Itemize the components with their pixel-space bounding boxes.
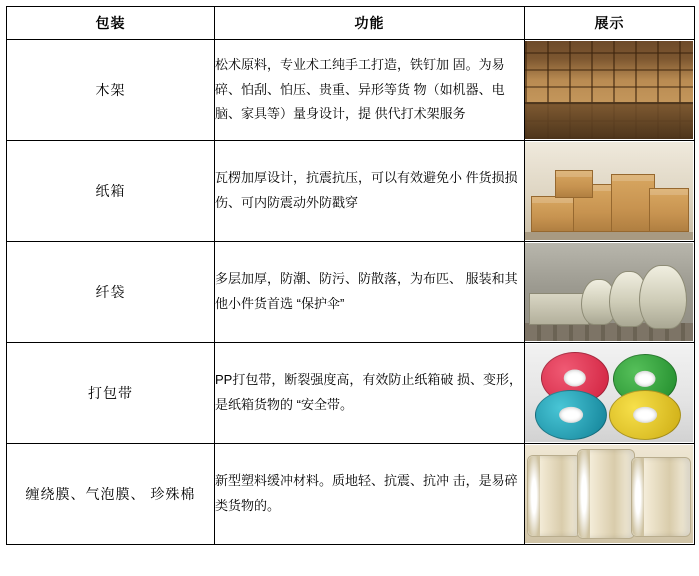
packaging-function-cell: PP打包带，断裂强度高，有效防止纸箱破 损、变形，是纸箱货物的 “安全带。 (215, 343, 525, 444)
photo-ground (525, 232, 693, 240)
packaging-table (6, 6, 695, 545)
film-roll (631, 457, 691, 537)
stretch-film-rolls-photo (525, 445, 693, 543)
column-header-function: 功能 (215, 7, 525, 40)
column-header-packaging: 包装 (7, 7, 215, 40)
table-row (7, 444, 695, 545)
packaging-function-cell: 多层加厚，防潮、防污、防散落，为布匹、 服装和其他小件货首选 “保护伞” (215, 242, 525, 343)
packaging-image-cell (525, 141, 695, 242)
film-roll (527, 455, 581, 537)
packaging-name-cell: 纸箱 (7, 141, 215, 242)
table-row (7, 242, 695, 343)
packaging-table-page (0, 6, 699, 576)
packaging-name-cell: 缠绕膜、气泡膜、 珍殊棉 (7, 444, 215, 545)
film-roll (577, 449, 635, 539)
packaging-name-cell: 纤袋 (7, 242, 215, 343)
table-header-row (7, 7, 695, 40)
table-row (7, 141, 695, 242)
wooden-crates-photo (525, 41, 693, 139)
table-row (7, 343, 695, 444)
woven-bags-photo (525, 243, 693, 341)
table-row (7, 40, 695, 141)
bag-stack (529, 293, 589, 325)
packaging-function-cell: 瓦楞加厚设计，抗震抗压，可以有效避免小 件货损损伤、可内防震动外防戳穿 (215, 141, 525, 242)
packaging-function-cell: 松术原料，专业术工纯手工打造，铁钉加 固。为易碎、怕刮、怕压、贵重、异形等货 物（如机器、电脑、家具等）量身设计，提 供代打术架服务 (215, 40, 525, 141)
packaging-name-cell: 木架 (7, 40, 215, 141)
packaging-image-cell (525, 242, 695, 343)
column-header-display: 展示 (525, 7, 695, 40)
packaging-image-cell (525, 40, 695, 141)
table-header (7, 7, 695, 40)
carton-box (649, 188, 689, 232)
woven-bag (639, 265, 687, 329)
table-body (7, 40, 695, 545)
strapping-reel (609, 390, 681, 440)
packaging-image-cell (525, 343, 695, 444)
strapping-reels-photo (525, 344, 693, 442)
packaging-image-cell (525, 444, 695, 545)
strapping-reel (535, 390, 607, 440)
packaging-name-cell: 打包带 (7, 343, 215, 444)
cardboard-cartons-photo (525, 142, 693, 240)
carton-box (531, 196, 577, 232)
carton-box (555, 170, 593, 198)
packaging-function-cell: 新型塑料缓冲材料。质地轻、抗震、抗冲 击，是易碎类货物的。 (215, 444, 525, 545)
